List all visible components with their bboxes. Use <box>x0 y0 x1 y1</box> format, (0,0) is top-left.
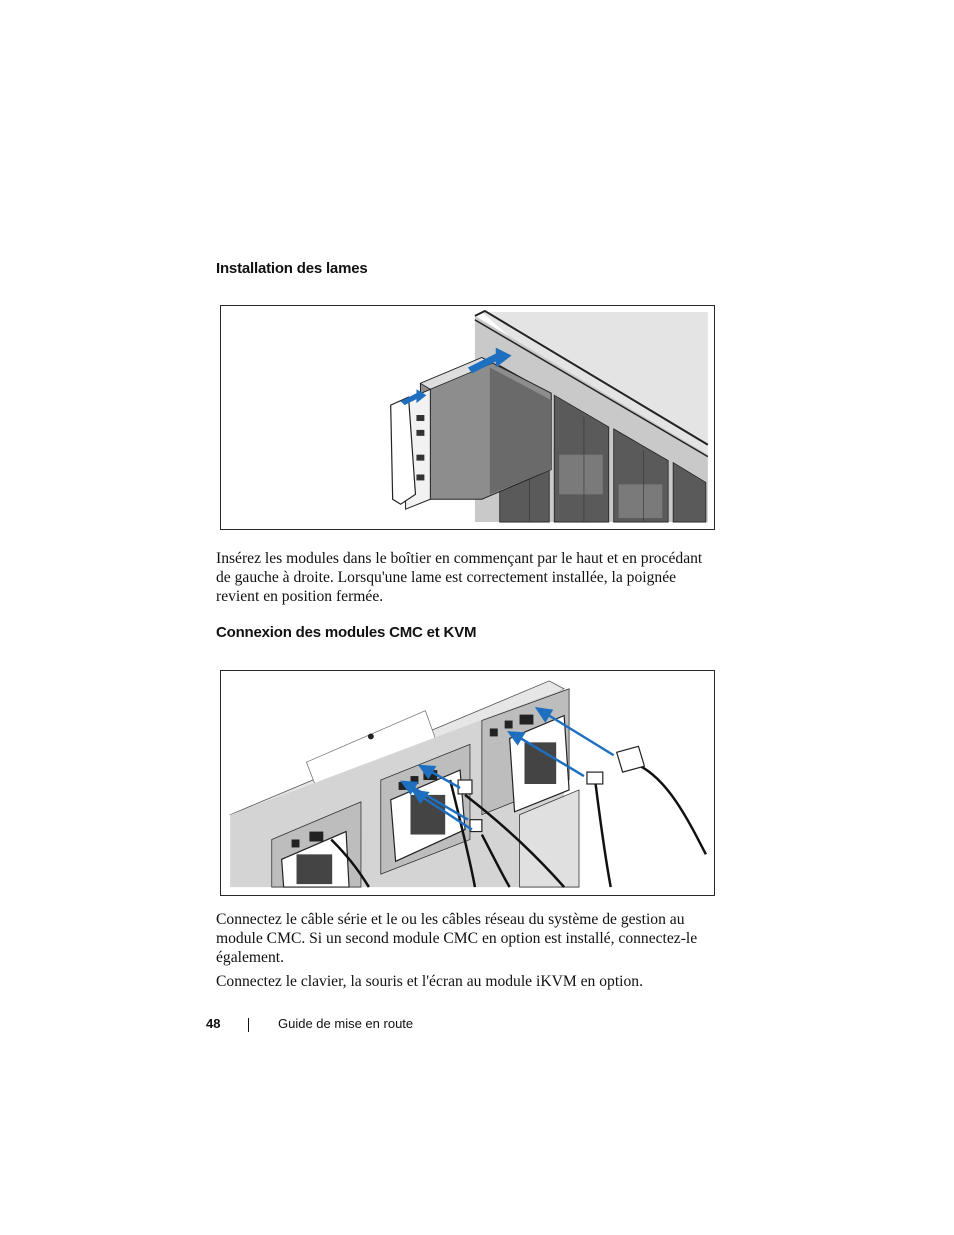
section-heading-cmc-kvm: Connexion des modules CMC et KVM <box>216 624 477 641</box>
footer-separator <box>248 1018 249 1032</box>
cmc-kvm-connection-illustration <box>220 670 715 896</box>
paragraph-cmc: Connectez le câble série et le ou les câbles réseau du système de gestion au module CMC. Si un second module CMC en option est installé, connectez-le également. <box>216 911 698 966</box>
paragraph-blades: Insérez les modules dans le boîtier en commençant par le haut et en procédant de gauche à droite. Lorsqu'une lame est correctement installée, la poignée revient en position fermée. <box>216 550 703 605</box>
page-number: 48 <box>206 1016 221 1031</box>
paragraph-ikvm: Connectez le clavier, la souris et l'écran au module iKVM en option. <box>216 973 643 990</box>
section-heading-blades: Installation des lames <box>216 260 368 277</box>
blade-installation-illustration <box>220 305 715 530</box>
footer-doc-title: Guide de mise en route <box>278 1016 414 1031</box>
